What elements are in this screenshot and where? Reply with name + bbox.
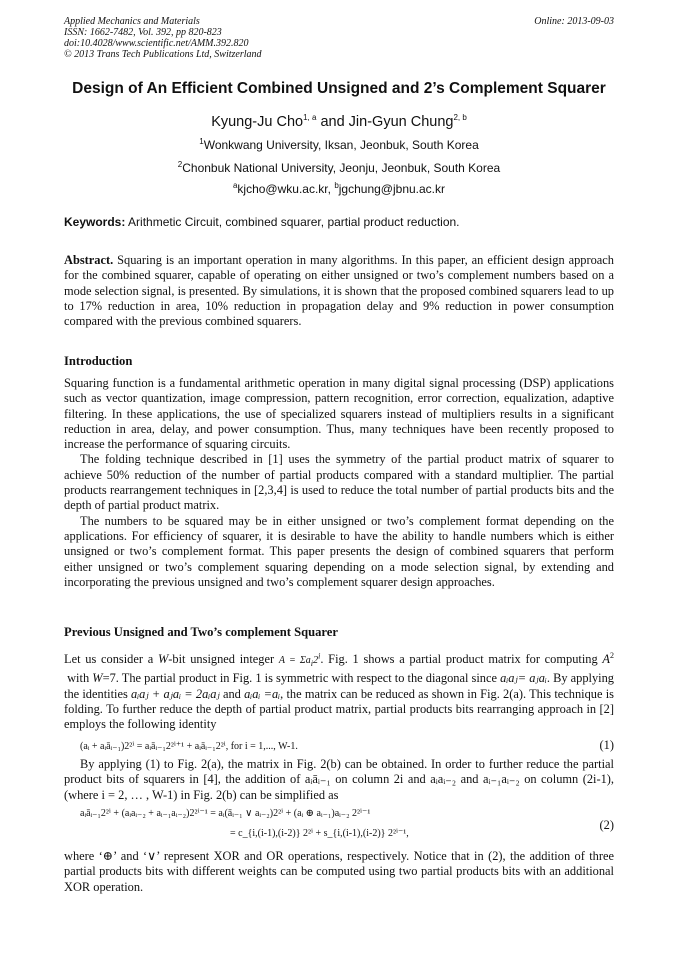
s2-text-l: aᵢaⱼ + aⱼaᵢ = 2aᵢaⱼ <box>131 686 220 701</box>
affiliation-2 <box>40 160 638 175</box>
aff-1-text: Wonkwang University, Iksan, Jeonbuk, South Korea <box>203 138 479 152</box>
online-date: Online: 2013-09-03 <box>534 16 614 27</box>
intro-paragraph-2: The folding technique described in [1] uses the symmetry of the partial product matrix of squarer to achieve 50% reduction of the number of partial products compared with a standard multiplier. The partial products rearrangement techniques in [2,3,4] is used to reduce the total number of partial products bits and the depth of partial product matrix. <box>64 452 614 513</box>
section2-paragraph-1 <box>64 648 614 733</box>
author-and: and <box>316 113 349 130</box>
journal-name: Applied Mechanics and Materials <box>64 16 200 27</box>
journal-header <box>64 16 262 60</box>
authors <box>40 113 638 130</box>
email-a[interactable]: kjcho@wku.ac.kr, <box>237 182 335 196</box>
email-a-sup: a <box>232 181 238 190</box>
paper-title: Design of An Efficient Combined Unsigned and 2’s Complement Squarer <box>72 80 606 97</box>
abstract-text: Squaring is an important operation in many algorithms. In this paper, an efficient design approach for the combined squarer, capable of operating on either unsigned or two’s complement numbers based on a mode selection signal, is presented. By simulations, it is shown that the proposed combined squarers lead to up to 17% reduction in area, 10% reduction in propagation delay and 9% reduction in power consumption compared with the previous combined squarers. <box>64 253 614 329</box>
s2-text-n: aᵢaᵢ =aᵢ <box>244 686 281 701</box>
s2-text-w2: W <box>92 671 103 686</box>
section-heading-previous: Previous Unsigned and Two’s complement Squarer <box>64 625 338 639</box>
author-1: Kyung-Ju Cho <box>211 113 304 130</box>
s2-text-a2: A <box>602 652 610 667</box>
abstract-label: Abstract. <box>64 253 114 267</box>
section2-paragraph-3 <box>64 849 614 895</box>
abstract <box>64 253 614 329</box>
sum-formula: A = Σ <box>278 655 306 667</box>
s2-text-o: , the matrix can be reduced as shown in Fig. 2(a). This technique is folding. To further reduce the depth of partial product matrix, partial products bits rearranging approach in [2] employs the following identity <box>64 686 614 732</box>
s2-p3-text: where ‘⊕’ and ‘∨’ represent XOR and OR operations, respectively. Notice that in (2), the addition of three partial products bits with different weights can be computed using two partial products bits with an additional XOR operation. <box>64 849 614 894</box>
s2-text-sq: 2 <box>610 651 614 660</box>
author-2: Jin-Gyun Chung <box>348 113 454 130</box>
issn: ISSN: 1662-7482, Vol. 392, pp 820-823 <box>64 27 222 38</box>
keywords-text: Arithmetic Circuit, combined squarer, partial product reduction. <box>125 215 460 229</box>
equation-2-number: (2) <box>599 818 614 832</box>
s2-text-a: Let us consider a <box>64 652 158 667</box>
equation-2b: = c_{i,(i-1),(i-2)} 2²ⁱ + s_{i,(i-1),(i-2)} 2²ⁱ⁻¹, <box>230 828 409 839</box>
author-2-sup: 2, b <box>453 113 467 122</box>
s2-p2-text: By applying (1) to Fig. 2(a), the matrix in Fig. 2(b) can be obtained. In order to further reduce the partial product bits of squarers in [4], the addition of aᵢāᵢ₋₁ on column 2i and aᵢaᵢ₋₂ and aᵢ₋₁aᵢ₋₂ on column (2i-1), (where i = 2, … , W-1) in Fig. 2(b) can be simplified as <box>64 757 614 802</box>
s2-text-d: . Fig. 1 shows a partial product matrix for computing <box>320 652 603 667</box>
s2-text-m: and <box>219 686 245 701</box>
aff-2-text: Chonbuk National University, Jeonju, Jeonbuk, South Korea <box>182 161 501 175</box>
section2-paragraph-2 <box>64 757 614 803</box>
keywords <box>64 215 460 229</box>
copyright: © 2013 Trans Tech Publications Ltd, Switzerland <box>64 49 262 60</box>
s2-text-c: -bit unsigned integer <box>168 652 279 667</box>
s2-text-k: . By applying the identities <box>64 671 614 701</box>
s2-text-i: =7. The partial product in Fig. 1 is symmetric with respect to the diagonal since <box>102 671 501 686</box>
section-heading-introduction: Introduction <box>64 354 133 368</box>
email-b[interactable]: jgchung@jbnu.ac.kr <box>338 182 446 196</box>
equation-1-number: (1) <box>599 738 614 752</box>
aff-2-sup: 2 <box>177 160 183 169</box>
s2-text-g: with <box>64 671 93 686</box>
emails <box>40 181 638 196</box>
intro-paragraph-3: The numbers to be squared may be in either unsigned or two’s complement format depending on the applications. For efficiency of squarer, it is desirable to have the ability to handle numbers which is either unsigned or two’s complement format. This paper presents the design of combined squarers that perform either unsigned or two’s complement squaring depending on a mode selection signal, by extending and incorporating the previous unsigned and two’s complement squarer design approaches. <box>64 513 614 589</box>
keywords-label: Keywords: <box>64 215 126 229</box>
s2-text-j: aᵢaⱼ= aⱼaᵢ <box>500 671 547 686</box>
author-1-sup: 1, a <box>303 113 317 122</box>
s2-text-w1: W <box>157 652 169 667</box>
email-b-sup: b <box>334 181 339 190</box>
equation-1: (aᵢ + aᵢāᵢ₋₁)2²ⁱ = aᵢāᵢ₋₁2²ⁱ⁺¹ + aᵢāᵢ₋₁2²ⁱ, for i = 1,..., W-1. <box>80 741 298 752</box>
introduction-body <box>64 376 614 590</box>
affiliation-1 <box>40 137 638 152</box>
doi: doi:10.4028/www.scientific.net/AMM.392.820 <box>64 38 249 49</box>
intro-paragraph-1: Squaring function is a fundamental arithmetic operation in many digital signal processing (DSP) applications such as vector quantization, image compression, pattern recognition, error correction, equalization, adaptive filtering. In these applications, the use of specialized squarers instead of multipliers results in a significant reduction in area, delay, and power consumption. Thus, many techniques have been recently proposed to increase the performance of squaring circuits. <box>64 376 614 452</box>
equation-2a: aᵢāᵢ₋₁2²ⁱ + (aᵢaᵢ₋₂ + aᵢ₋₁aᵢ₋₂)2²ⁱ⁻¹ = aᵢ(āᵢ₋₁ ∨ aᵢ₋₂)2²ⁱ + (aᵢ ⊕ aᵢ₋₁)aᵢ₋₂ 2²ⁱ⁻¹ <box>80 808 371 819</box>
sum-formula-rest: $a_i2^i$ <box>305 651 321 669</box>
aff-1-sup: 1 <box>199 137 204 146</box>
